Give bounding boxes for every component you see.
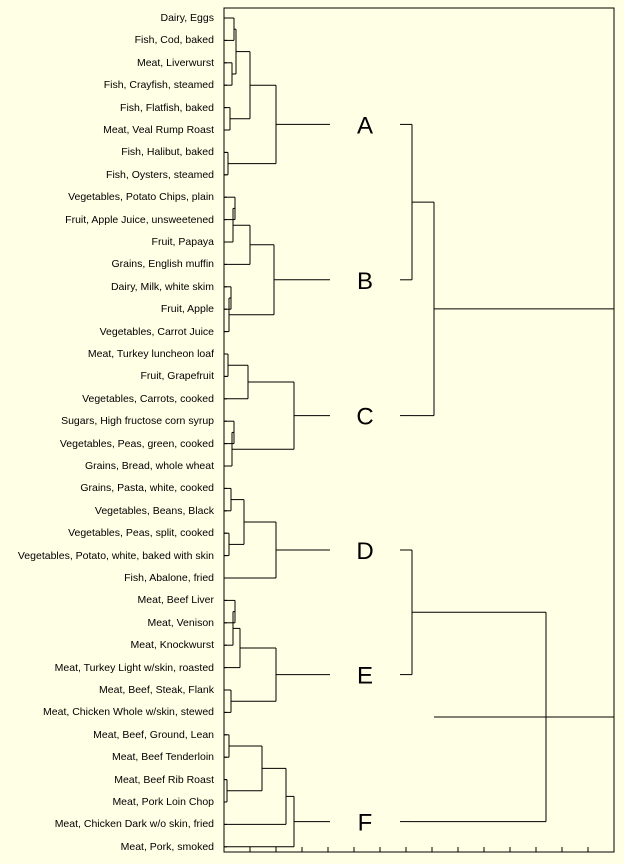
leaf-label: Meat, Beef, Ground, Lean [93, 728, 214, 741]
leaf-label: Fruit, Apple [160, 303, 214, 316]
leaf-label: Meat, Knockwurst [130, 639, 214, 652]
leaf-label: Grains, English muffin [111, 258, 214, 271]
leaf-label: Meat, Turkey luncheon loaf [87, 348, 214, 360]
plot-frame [224, 8, 614, 852]
cluster-label: B [356, 267, 374, 295]
leaf-label: Meat, Chicken Whole w/skin, stewed [43, 706, 214, 719]
leaf-label: Meat, Liverwurst [136, 56, 214, 69]
leaf-label: Meat, Beef Liver [137, 594, 214, 607]
leaf-label: Meat, Pork Loin Chop [112, 796, 214, 808]
cluster-label: D [356, 538, 374, 565]
cluster-labels [356, 112, 373, 836]
leaf-label: Meat, Turkey Light w/skin, roasted [54, 661, 214, 674]
leaf-label: Fish, Cod, baked [134, 34, 214, 47]
leaf-label: Meat, Beef Rib Roast [114, 773, 214, 786]
axis-ticks [224, 18, 614, 852]
leaf-label: Sugars, High fructose corn syrup [61, 415, 214, 428]
cluster-label: A [356, 112, 374, 140]
cluster-label: C [356, 403, 374, 431]
leaf-label: Vegetables, Carrots, cooked [82, 392, 214, 405]
leaf-label: Vegetables, Beans, Black [94, 504, 214, 517]
cluster-label: E [356, 662, 374, 690]
leaf-label: Meat, Venison [147, 616, 214, 629]
leaf-label: Meat, Pork, smoked [120, 840, 214, 853]
leaf-label: Grains, Bread, whole wheat [85, 460, 214, 472]
leaf-label: Vegetables, Peas, split, cooked [68, 527, 214, 540]
leaf-label: Vegetables, Potato, white, baked with skin [17, 549, 214, 562]
leaf-label: Fruit, Apple Juice, unsweetened [65, 213, 214, 226]
leaf-label: Fish, Oysters, steamed [106, 168, 214, 181]
leaf-label: Fish, Abalone, fried [124, 572, 214, 584]
plot-border [224, 8, 614, 852]
leaf-label: Vegetables, Peas, green, cooked [59, 437, 214, 450]
leaf-label: Meat, Veal Rump Roast [103, 124, 214, 136]
leaf-label: Fruit, Grapefruit [140, 370, 214, 383]
leaf-label: Grains, Pasta, white, cooked [80, 482, 214, 495]
leaf-label: Fish, Crayfish, steamed [103, 79, 214, 92]
leaf-label: Fish, Halibut, baked [121, 146, 214, 159]
leaf-label: Fruit, Papaya [151, 236, 214, 248]
cluster-label: F [357, 809, 373, 837]
leaf-label: Vegetables, Carrot Juice [99, 325, 214, 338]
leaf-label: Fish, Flatfish, baked [120, 101, 214, 114]
leaf-label: Meat, Chicken Dark w/o skin, fried [54, 818, 214, 831]
dendrogram-links [224, 18, 614, 847]
leaf-label: Meat, Beef, Steak, Flank [99, 684, 214, 696]
leaf-label: Dairy, Milk, white skim [110, 280, 214, 293]
leaf-label: Vegetables, Potato Chips, plain [68, 191, 214, 204]
leaf-label: Dairy, Eggs [160, 12, 214, 24]
leaf-label: Meat, Beef Tenderloin [112, 751, 214, 764]
